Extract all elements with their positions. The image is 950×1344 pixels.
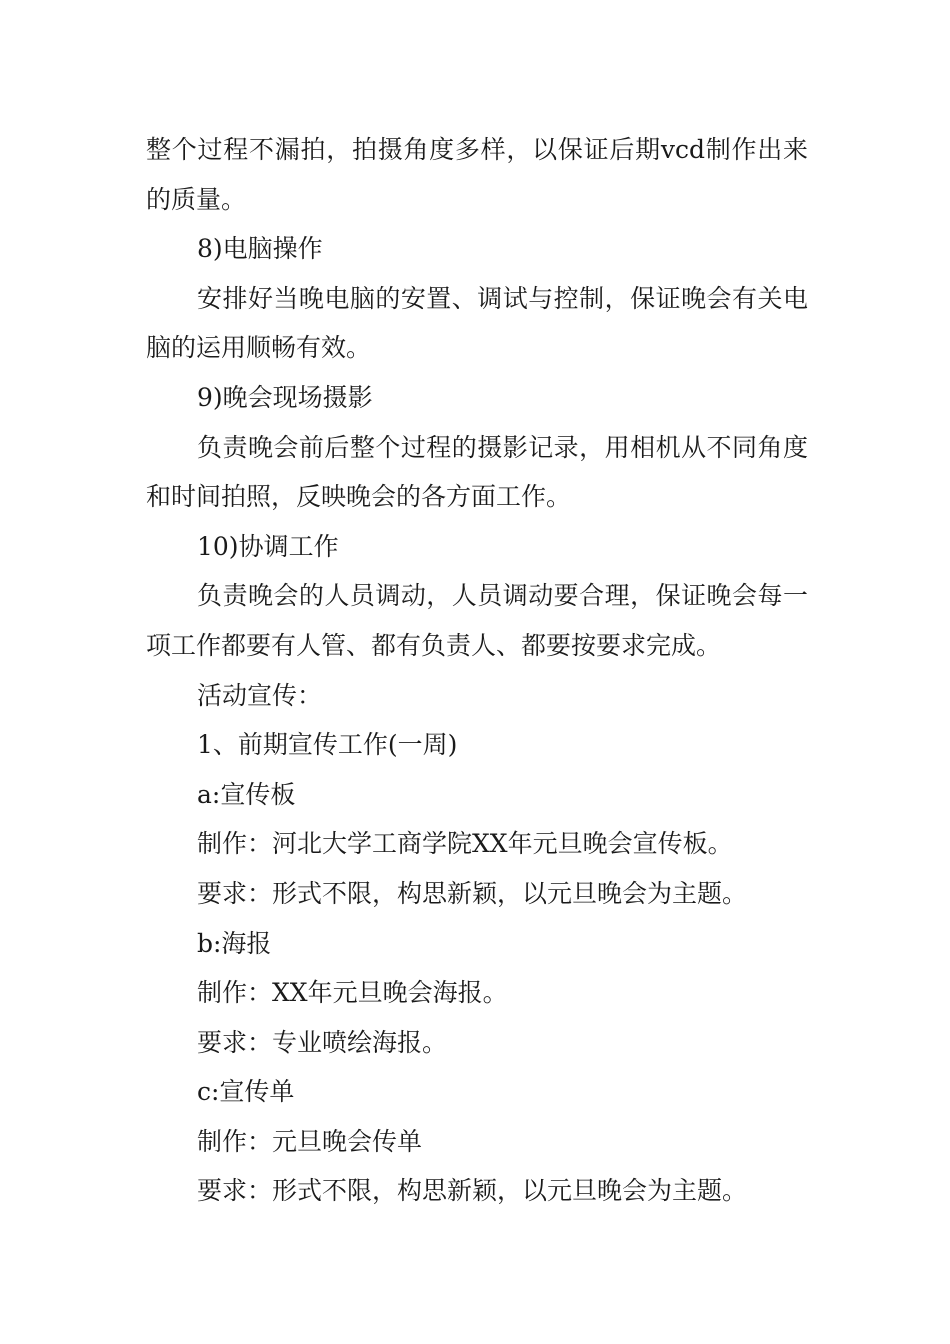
paragraph: 制作：元旦晚会传单 [197, 1126, 423, 1156]
paragraph: 安排好当晚电脑的安置、调试与控制，保证晚会有关电脑的运用顺畅有效。 [146, 283, 808, 363]
paragraph: b:海报 [197, 928, 272, 958]
paragraph: 整个过程不漏拍，拍摄角度多样，以保证后期vcd制作出来的质量。 [146, 135, 808, 214]
paragraph: c:宣传单 [197, 1077, 295, 1107]
paragraph: 10)协调工作 [197, 531, 339, 561]
paragraph: 负责晚会前后整个过程的摄影记录，用相机从不同角度和时间拍照，反映晚会的各方面工作。 [146, 432, 808, 512]
paragraph: 制作：XX年元旦晚会海报。 [197, 978, 508, 1008]
document-body [146, 125, 808, 1216]
paragraph: 9)晚会现场摄影 [197, 382, 373, 412]
paragraph: 要求：专业喷绘海报。 [197, 1027, 448, 1057]
paragraph: 要求：形式不限，构思新颖，以元旦晚会为主题。 [197, 1176, 748, 1206]
paragraph: 活动宣传： [197, 680, 323, 710]
paragraph: 制作：河北大学工商学院XX年元旦晚会宣传板。 [197, 829, 733, 859]
paragraph: 要求：形式不限，构思新颖，以元旦晚会为主题。 [197, 878, 748, 908]
paragraph: 负责晚会的人员调动，人员调动要合理，保证晚会每一项工作都要有人管、都有负责人、都要按要求完成。 [146, 581, 808, 660]
paragraph: 8)电脑操作 [197, 234, 323, 264]
paragraph: a:宣传板 [197, 779, 296, 809]
paragraph: 1、前期宣传工作(一周) [197, 730, 458, 760]
